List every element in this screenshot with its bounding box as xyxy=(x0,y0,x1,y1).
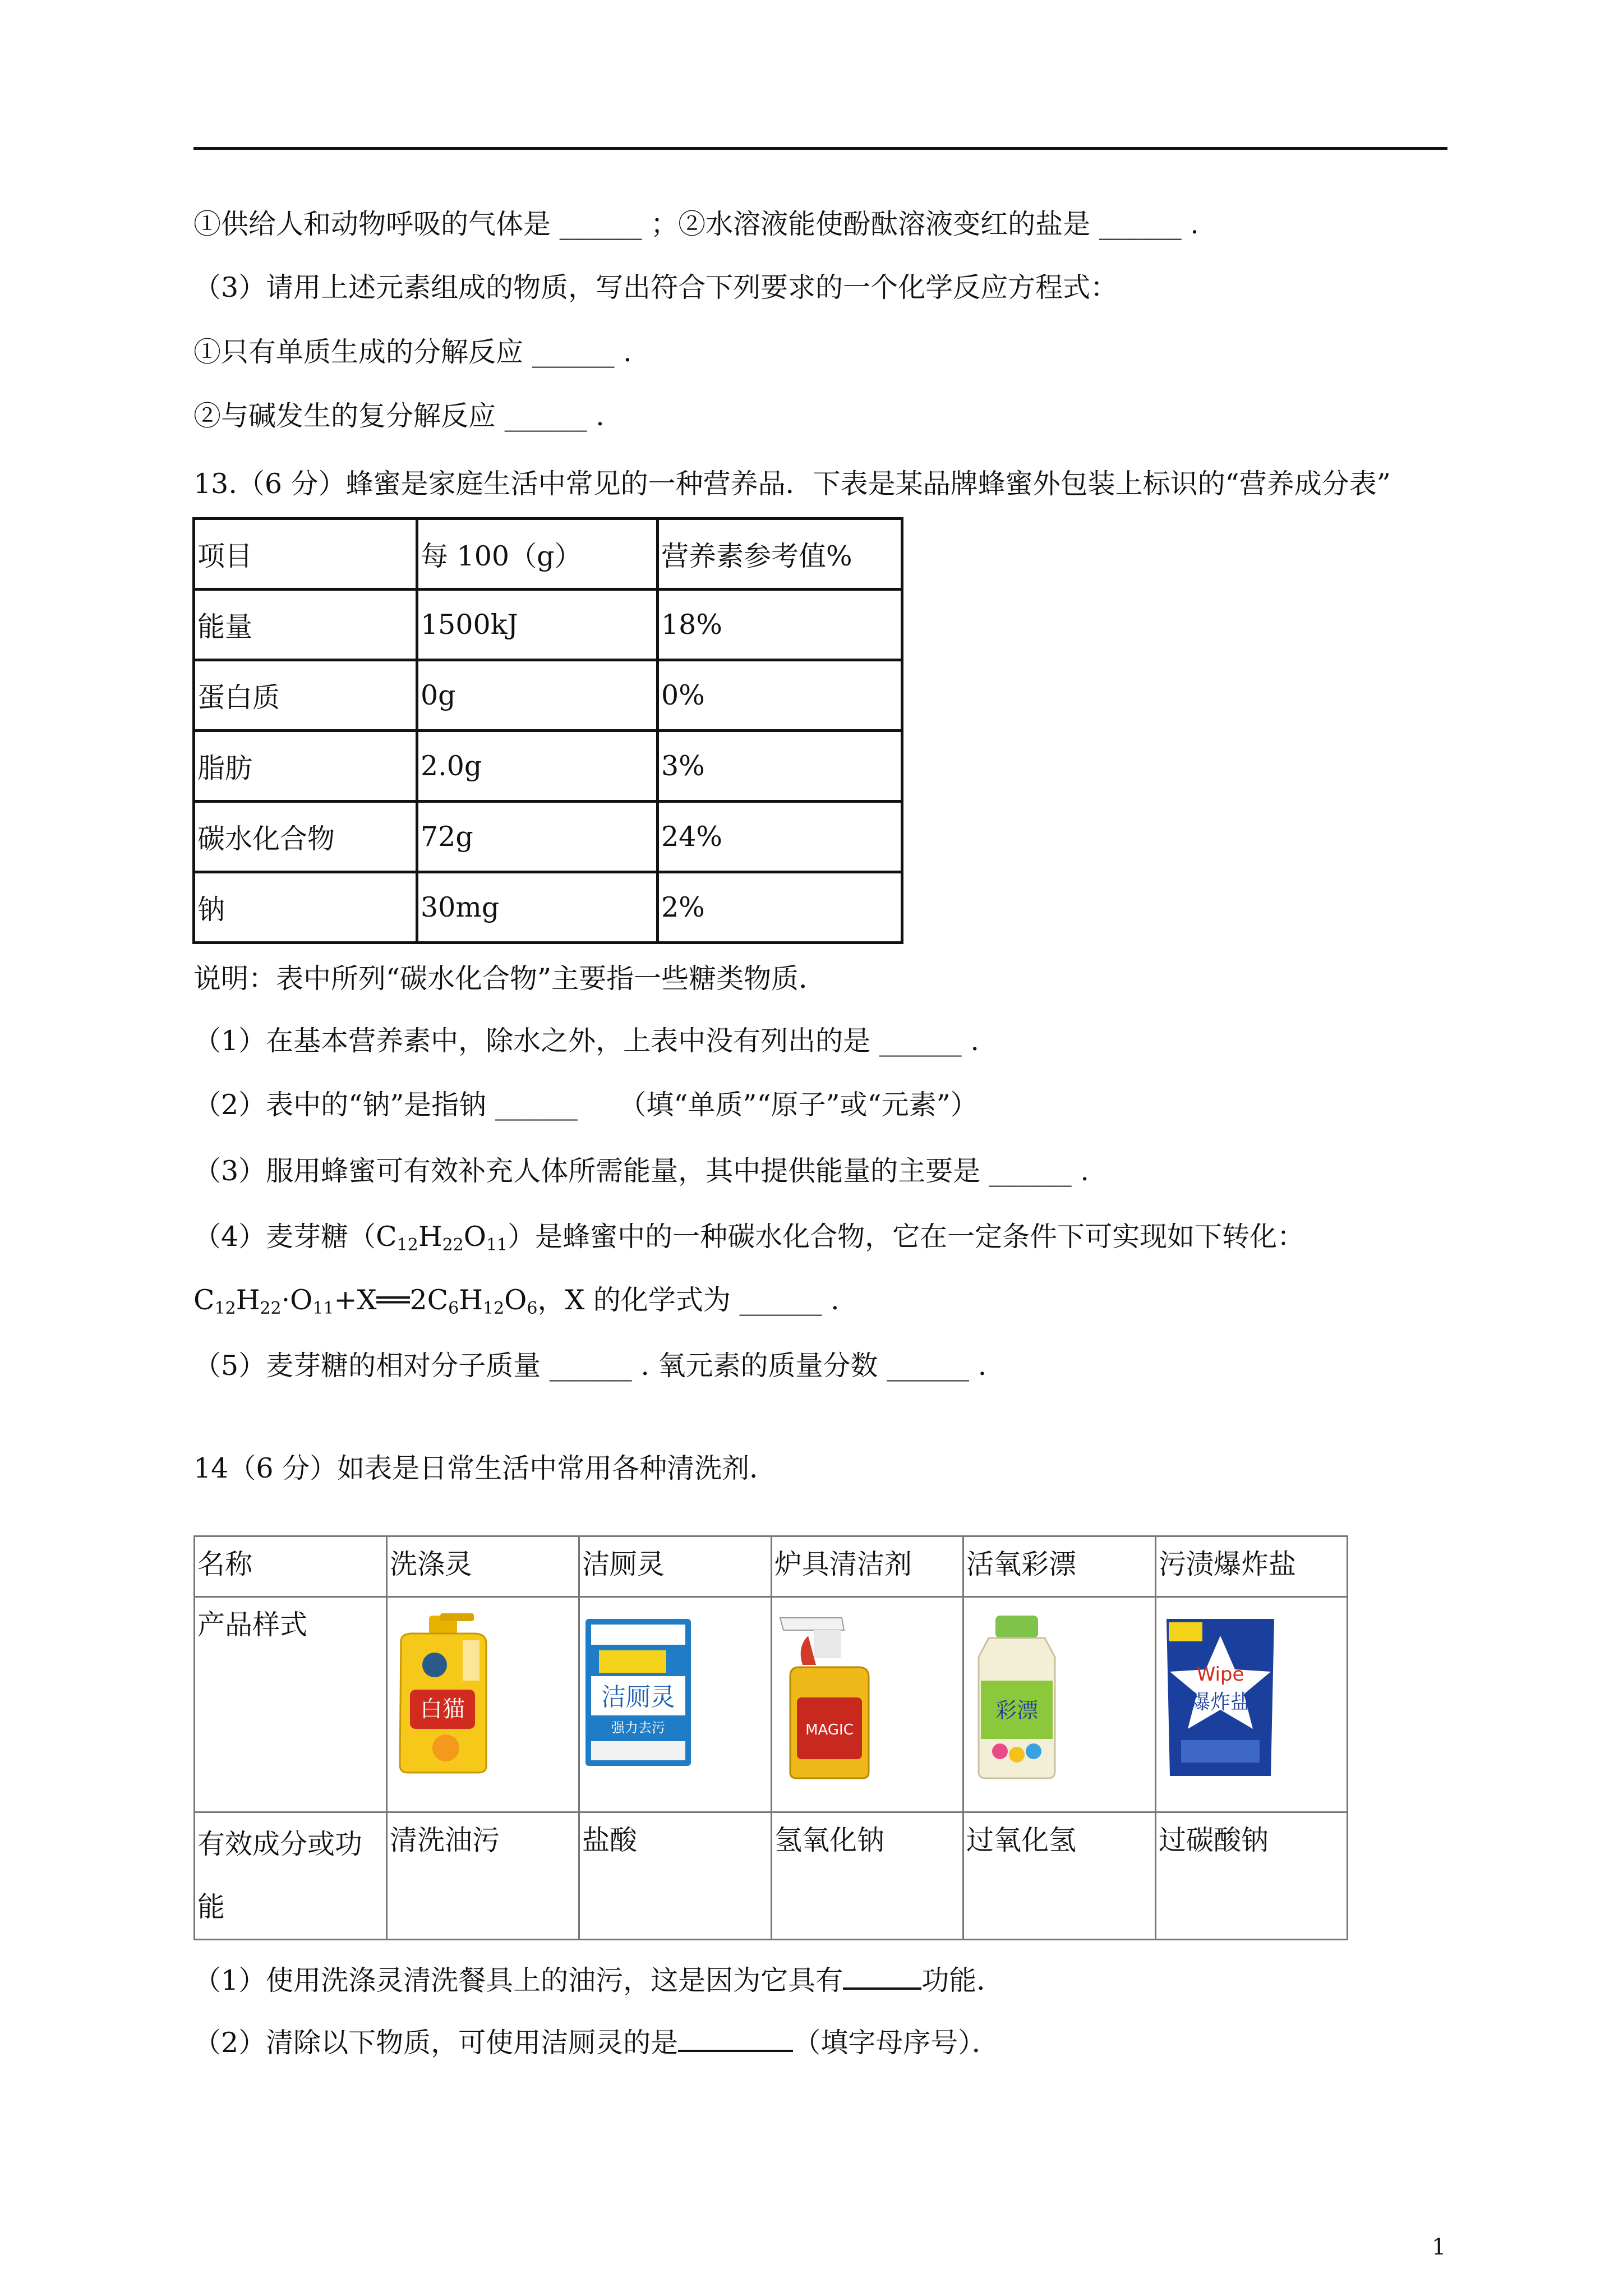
cell-line: 能 xyxy=(197,1891,225,1923)
table-cell: 0g xyxy=(417,660,658,731)
q13-sub-2: （2）表中的“钠”是指钠 ______ （填“单质”“原子”或“元素”） xyxy=(193,1089,978,1121)
text-run: 功能． xyxy=(921,1964,1004,1996)
subscript: 22 xyxy=(442,1235,464,1255)
table-cell: 洗涤灵 xyxy=(387,1536,579,1597)
stain-remover-brand: Wipe xyxy=(1196,1663,1244,1686)
stain-remover-bag-image xyxy=(1159,1613,1282,1782)
table-cell xyxy=(195,1812,387,1940)
table-row xyxy=(194,731,902,802)
toilet-cleaner-label: 洁厕灵 xyxy=(601,1683,675,1711)
toilet-cleaner-bag-image xyxy=(582,1613,694,1770)
table-cell: 脂肪 xyxy=(194,731,417,802)
table-cell: 碳水化合物 xyxy=(194,802,417,872)
product-cell-detergent xyxy=(387,1597,579,1812)
q13-sub-5: （5）麦芽糖的相对分子质量 ______ . 氧元素的质量分数 ______ . xyxy=(193,1350,987,1382)
table-cell: 钠 xyxy=(194,872,417,943)
table-cell: 产品样式 xyxy=(195,1597,387,1812)
product-cell-stove-cleaner xyxy=(772,1597,963,1812)
text-run: ，X 的化学式为 ______ . xyxy=(537,1284,840,1316)
table-cell: 0% xyxy=(658,660,902,731)
subscript: 6 xyxy=(527,1299,538,1318)
text-run: （1）使用洗涤灵清洗餐具上的油污，这是因为它具有 xyxy=(193,1964,843,1996)
page-number: 1 xyxy=(1432,2234,1446,2260)
oxygen-bleach-label: 彩漂 xyxy=(995,1698,1039,1723)
text-run: ·O xyxy=(281,1284,313,1316)
subscript: 11 xyxy=(486,1235,508,1255)
stove-cleaner-spray-image xyxy=(774,1613,881,1782)
table-cell: 过氧化氢 xyxy=(963,1812,1156,1940)
q14-intro: 14（6 分）如表是日常生活中常用各种清洗剂． xyxy=(193,1452,777,1484)
table-cell: 清洗油污 xyxy=(387,1812,579,1940)
table-cell: 30mg xyxy=(417,872,658,943)
subscript: 12 xyxy=(214,1299,236,1318)
q12-line-4: ②与碱发生的复分解反应 ______ . xyxy=(193,400,605,432)
text-run: （填字母序号）． xyxy=(793,2027,999,2059)
table-cell: 名称 xyxy=(195,1536,387,1597)
table-row xyxy=(194,519,902,590)
q14-sub-2 xyxy=(193,2023,999,2060)
text-run: H xyxy=(418,1221,442,1253)
q12-line-3: ①只有单质生成的分解反应 ______ . xyxy=(193,336,632,368)
header-rule xyxy=(193,147,1447,150)
subscript: 12 xyxy=(396,1235,418,1255)
table-cell: 2.0g xyxy=(417,731,658,802)
detergent-label: 白猫 xyxy=(420,1696,465,1722)
toilet-cleaner-sublabel: 强力去污 xyxy=(611,1720,665,1736)
q13-sub-3: （3）服用蜂蜜可有效补充人体所需能量，其中提供能量的主要是 ______ . xyxy=(193,1155,1089,1187)
table-cell: 洁厕灵 xyxy=(579,1536,772,1597)
q12-line-1: ①供给人和动物呼吸的气体是 ______ ；②水溶液能使酚酞溶液变红的盐是 ______ . xyxy=(193,208,1199,240)
stove-cleaner-label: MAGIC xyxy=(805,1722,854,1738)
table-row xyxy=(195,1597,1348,1812)
text-run: （2）清除以下物质，可使用洁厕灵的是 xyxy=(193,2027,679,2059)
table-row xyxy=(194,590,902,660)
table-cell: 炉具清洁剂 xyxy=(772,1536,963,1597)
table-row xyxy=(194,660,902,731)
table-cell: 营养素参考值% xyxy=(658,519,902,590)
table-cell: 3% xyxy=(658,731,902,802)
table-row xyxy=(195,1536,1348,1597)
cleaner-table xyxy=(193,1535,1348,1940)
cell-line: 有效成分或功 xyxy=(197,1828,363,1860)
stain-remover-label: 爆炸盐 xyxy=(1189,1691,1251,1714)
text-run: O xyxy=(463,1221,486,1253)
table-row xyxy=(194,802,902,872)
text-run: （4）麦芽糖（C xyxy=(193,1221,397,1253)
q12-line-2: （3）请用上述元素组成的物质，写出符合下列要求的一个化学反应方程式： xyxy=(193,272,1118,303)
table-row xyxy=(195,1812,1348,1940)
subscript: 6 xyxy=(448,1299,459,1318)
answer-blank xyxy=(843,1961,921,1990)
table-cell: 蛋白质 xyxy=(194,660,417,731)
text-run: ）是蜂蜜中的一种碳水化合物，它在一定条件下可实现如下转化： xyxy=(508,1221,1305,1253)
table-cell: 过碳酸钠 xyxy=(1156,1812,1348,1940)
table-cell: 18% xyxy=(658,590,902,660)
subscript: 11 xyxy=(312,1299,334,1318)
table-row xyxy=(194,872,902,943)
product-cell-stain-remover xyxy=(1156,1597,1348,1812)
oxygen-bleach-bottle-image xyxy=(966,1613,1067,1782)
table-cell: 72g xyxy=(417,802,658,872)
table-cell: 每 100（g） xyxy=(417,519,658,590)
q13-intro: 13.（6 分）蜂蜜是家庭生活中常见的一种营养品．下表是某品牌蜂蜜外包装上标识的“营养成分表” xyxy=(193,468,1391,500)
text-run: H xyxy=(236,1284,260,1316)
table-cell: 项目 xyxy=(194,519,417,590)
q13-note: 说明：表中所列“碳水化合物”主要指一些糖类物质． xyxy=(193,963,827,995)
detergent-bottle-image xyxy=(390,1613,496,1776)
text-run: H xyxy=(459,1284,483,1316)
table-cell: 盐酸 xyxy=(579,1812,772,1940)
table-cell: 24% xyxy=(658,802,902,872)
subscript: 22 xyxy=(260,1299,282,1318)
text-run: O xyxy=(504,1284,527,1316)
q13-sub-1: （1）在基本营养素中，除水之外，上表中没有列出的是 ______ . xyxy=(193,1025,979,1057)
table-cell: 1500kJ xyxy=(417,590,658,660)
text-run: C xyxy=(193,1284,215,1316)
table-cell: 能量 xyxy=(194,590,417,660)
table-cell: 2% xyxy=(658,872,902,943)
product-cell-oxygen-bleach xyxy=(963,1597,1156,1812)
q13-equation xyxy=(193,1283,840,1326)
table-cell: 氢氧化钠 xyxy=(772,1812,963,1940)
subscript: 12 xyxy=(482,1299,505,1318)
table-cell: 污渍爆炸盐 xyxy=(1156,1536,1348,1597)
text-run: +X══2C xyxy=(334,1284,449,1316)
product-cell-toilet-cleaner xyxy=(579,1597,772,1812)
answer-blank xyxy=(678,2023,793,2052)
q14-sub-1 xyxy=(193,1961,1004,1998)
q13-sub-4 xyxy=(193,1220,1304,1262)
table-cell: 活氧彩漂 xyxy=(963,1536,1156,1597)
nutrition-table xyxy=(192,517,903,944)
